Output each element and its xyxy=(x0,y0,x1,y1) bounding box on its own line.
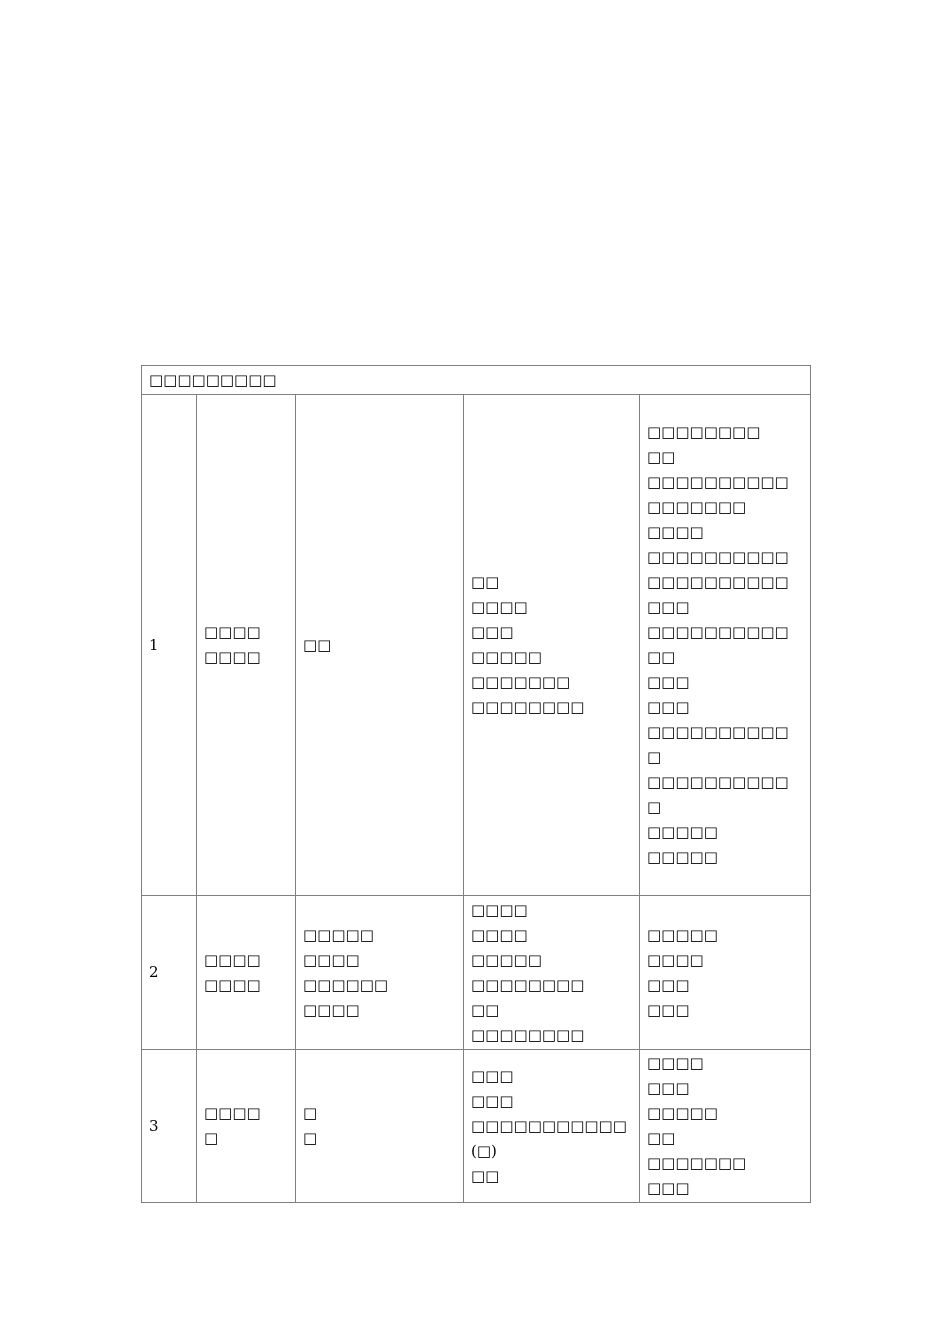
cell-col5 xyxy=(640,896,811,1050)
cell-line: □□□□□ xyxy=(647,848,718,866)
cell-col3 xyxy=(296,1050,464,1203)
cell-col2 xyxy=(197,1050,296,1203)
cell-line: □□□□ xyxy=(303,950,360,969)
cell-line: □□□□ xyxy=(204,648,261,666)
cell-col2 xyxy=(197,896,296,1050)
cell-col4 xyxy=(464,1050,640,1203)
cell-line: □□□□□□□□ xyxy=(471,975,585,994)
cell-col4 xyxy=(464,395,640,896)
cell-line: □□□□□ xyxy=(647,1104,718,1122)
cell-line: □□□□ xyxy=(204,623,261,641)
cell-line: □□□□□□□□ xyxy=(471,1025,585,1044)
row-number: 2 xyxy=(142,896,197,1050)
cell-line: □□□□ xyxy=(647,950,704,969)
cell-line: □□□□□□□□□□ xyxy=(647,473,789,491)
cell-line: □□□□ xyxy=(303,1000,360,1019)
cell-line: □□ xyxy=(303,635,332,654)
cell-line: □□□□ xyxy=(204,950,261,969)
table-caption-row xyxy=(142,366,811,395)
cell-line: □□□ xyxy=(471,1091,514,1110)
cell-line: □□□□□ xyxy=(647,925,718,944)
cell-line: □□□□□□□□ xyxy=(471,698,585,716)
table-row xyxy=(142,896,811,1050)
table-row xyxy=(142,395,811,896)
row-number: 3 xyxy=(142,1050,197,1203)
cell-line: □□ xyxy=(647,1129,676,1147)
cell-line: □□□ xyxy=(647,598,690,616)
table-caption: □□□□□□□□□ xyxy=(142,366,811,395)
cell-line: □□□□ xyxy=(647,1054,704,1072)
cell-line: □□□ xyxy=(647,698,690,716)
cell-line: □□□□□□ xyxy=(303,975,389,994)
cell-line: □□□ xyxy=(647,673,690,691)
cell-line: □□□□ xyxy=(471,598,528,616)
cell-col5 xyxy=(640,1050,811,1203)
cell-line: □□□□ xyxy=(471,925,528,944)
cell-line: □□□□□□□ xyxy=(647,1154,747,1172)
cell-line: □□□ xyxy=(647,1079,690,1097)
cell-line: □□□□□ xyxy=(303,925,374,944)
cell-col3 xyxy=(296,896,464,1050)
cell-line: □□ xyxy=(647,648,676,666)
cell-line: □□□□□□□□ xyxy=(647,423,761,441)
cell-line: □□□□ xyxy=(204,975,261,994)
cell-line: □ xyxy=(647,798,662,816)
table-row xyxy=(142,1050,811,1203)
cell-line: □□□ xyxy=(647,975,690,994)
cell-line: □□ xyxy=(471,1166,500,1185)
cell-line: □ xyxy=(303,1104,318,1122)
cell-line: □□□□□ xyxy=(471,950,542,969)
cell-line: □□□□□□□ xyxy=(647,498,747,516)
cell-line: □□□□□□□□□□□ xyxy=(471,1116,627,1135)
cell-col2 xyxy=(197,395,296,896)
cell-line: □□□□□□□□□□ xyxy=(647,723,789,741)
cell-line: □ xyxy=(204,1129,219,1147)
cell-line: □□ xyxy=(471,573,500,591)
cell-line: □□□ xyxy=(647,1000,690,1019)
cell-col5 xyxy=(640,395,811,896)
cell-line: □□ xyxy=(647,448,676,466)
cell-line: □□□□ xyxy=(647,523,704,541)
cell-line: □□□□□□□□□□ xyxy=(647,773,789,791)
cell-line: □□□□□ xyxy=(471,648,542,666)
cell-line: □□□□□□□ xyxy=(471,673,571,691)
cell-line: (□) xyxy=(471,1141,497,1160)
document-table xyxy=(141,365,811,1203)
cell-line: □□□□□□□□□□ xyxy=(647,573,789,591)
cell-line: □ xyxy=(303,1129,318,1147)
cell-line: □□□ xyxy=(471,1066,514,1085)
cell-col3 xyxy=(296,395,464,896)
cell-line: □□□□□□□□□□ xyxy=(647,623,789,641)
cell-line: □□□ xyxy=(471,623,514,641)
cell-line: □□□□□ xyxy=(647,823,718,841)
cell-line: □□□ xyxy=(647,1179,690,1197)
cell-line: □ xyxy=(647,748,662,766)
cell-line: □□ xyxy=(471,1000,500,1019)
cell-col4 xyxy=(464,896,640,1050)
cell-line: □□□□ xyxy=(204,1104,261,1122)
row-number: 1 xyxy=(142,395,197,896)
cell-line: □□□□□□□□□□ xyxy=(647,548,789,566)
cell-line: □□□□ xyxy=(471,900,528,919)
